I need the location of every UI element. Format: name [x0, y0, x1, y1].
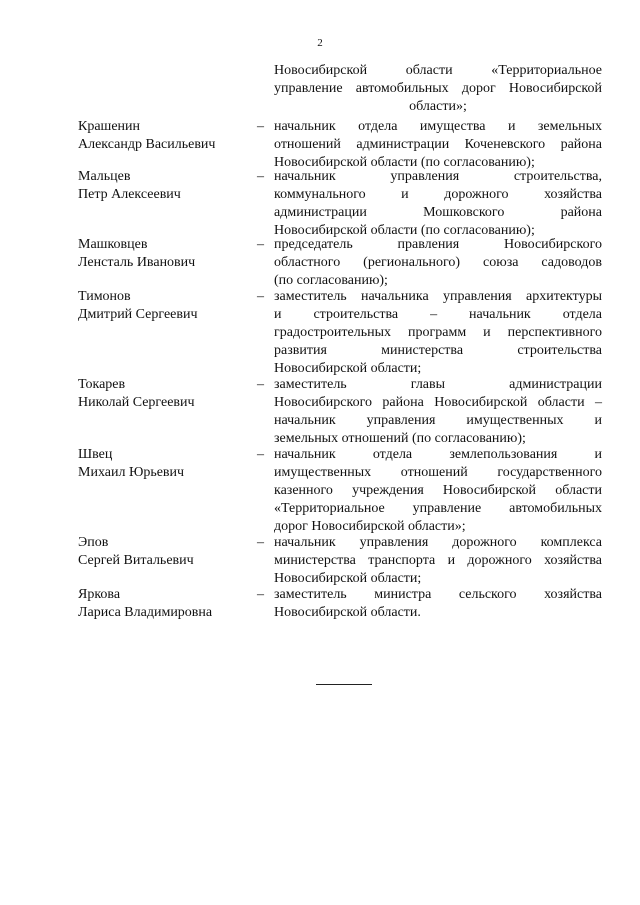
member-given-names: Дмитрий Сергеевич [78, 307, 198, 322]
position-line: Новосибирского района Новосибирской области – [274, 395, 602, 410]
end-of-list-rule [316, 684, 372, 685]
member-name [78, 236, 258, 272]
member-given-names: Николай Сергеевич [78, 395, 195, 410]
member-position [274, 118, 602, 172]
position-line: Новосибирской области; [274, 571, 422, 586]
dash-separator: – [257, 237, 264, 252]
dash-separator: – [257, 447, 264, 462]
position-line: администрации Мошковского района [274, 205, 602, 220]
position-line: заместитель главы администрации [274, 377, 602, 392]
dash-separator: – [257, 535, 264, 550]
position-line: председатель правления Новосибирского [274, 237, 602, 252]
member-position [274, 446, 602, 536]
member-position [274, 236, 602, 290]
position-line: и строительства – начальник отдела [274, 307, 602, 322]
member-name [78, 446, 258, 482]
dash-separator: – [257, 289, 264, 304]
position-line: заместитель министра сельского хозяйства [274, 587, 602, 602]
member-surname: Мальцев [78, 169, 131, 184]
dash-separator: – [257, 169, 264, 184]
position-line: отношений администрации Коченевского района [274, 137, 602, 152]
position-line: министерства транспорта и дорожного хозяйства [274, 553, 602, 568]
member-surname: Тимонов [78, 289, 131, 304]
member-position [274, 376, 602, 448]
intro-line: области»; [409, 99, 467, 114]
member-name [78, 288, 258, 324]
continued-paragraph [274, 62, 602, 116]
position-line: имущественных отношений государственного [274, 465, 602, 480]
position-line: Новосибирской области (по согласованию); [274, 155, 535, 170]
position-line: начальник управления дорожного комплекса [274, 535, 602, 550]
position-line: градостроительных программ и перспективного [274, 325, 602, 340]
page-number: 2 [317, 37, 323, 49]
position-line: (по согласованию); [274, 273, 388, 288]
position-line: дорог Новосибирской области»; [274, 519, 466, 534]
position-line: начальник отдела землепользования и [274, 447, 602, 462]
member-given-names: Лариса Владимировна [78, 605, 213, 620]
member-surname: Эпов [78, 535, 109, 550]
member-given-names: Александр Васильевич [78, 137, 216, 152]
member-position [274, 168, 602, 240]
intro-line: управление автомобильных дорог Новосибирской [274, 81, 602, 96]
member-surname: Яркова [78, 587, 121, 602]
position-line: Новосибирской области (по согласованию); [274, 223, 535, 238]
member-surname: Машковцев [78, 237, 148, 252]
member-given-names: Сергей Витальевич [78, 553, 194, 568]
member-name [78, 168, 258, 204]
dash-separator: – [257, 119, 264, 134]
member-name [78, 376, 258, 412]
dash-separator: – [257, 587, 264, 602]
position-line: заместитель начальника управления архитектуры [274, 289, 602, 304]
member-name [78, 586, 258, 622]
position-line: областного (регионального) союза садоводов [274, 255, 602, 270]
member-surname: Швец [78, 447, 113, 462]
position-line: Новосибирской области; [274, 361, 422, 376]
member-name [78, 118, 258, 154]
member-given-names: Петр Алексеевич [78, 187, 181, 202]
dash-separator: – [257, 377, 264, 392]
position-line: начальник управления строительства, [274, 169, 602, 184]
member-given-names: Михаил Юрьевич [78, 465, 185, 480]
member-surname: Токарев [78, 377, 126, 392]
position-line: Новосибирской области. [274, 605, 421, 620]
position-line: казенного учреждения Новосибирской области [274, 483, 602, 498]
position-line: коммунального и дорожного хозяйства [274, 187, 602, 202]
position-line: начальник управления имущественных и [274, 413, 602, 428]
position-line: земельных отношений (по согласованию); [274, 431, 526, 446]
intro-line: Новосибирской области «Территориальное [274, 63, 602, 78]
position-line: начальник отдела имущества и земельных [274, 119, 602, 134]
position-line: «Территориальное управление автомобильных [274, 501, 602, 516]
member-position [274, 288, 602, 378]
position-line: развития министерства строительства [274, 343, 602, 358]
member-position [274, 534, 602, 588]
member-position [274, 586, 602, 622]
member-name [78, 534, 258, 570]
member-given-names: Ленсталь Иванович [78, 255, 196, 270]
member-surname: Крашенин [78, 119, 141, 134]
